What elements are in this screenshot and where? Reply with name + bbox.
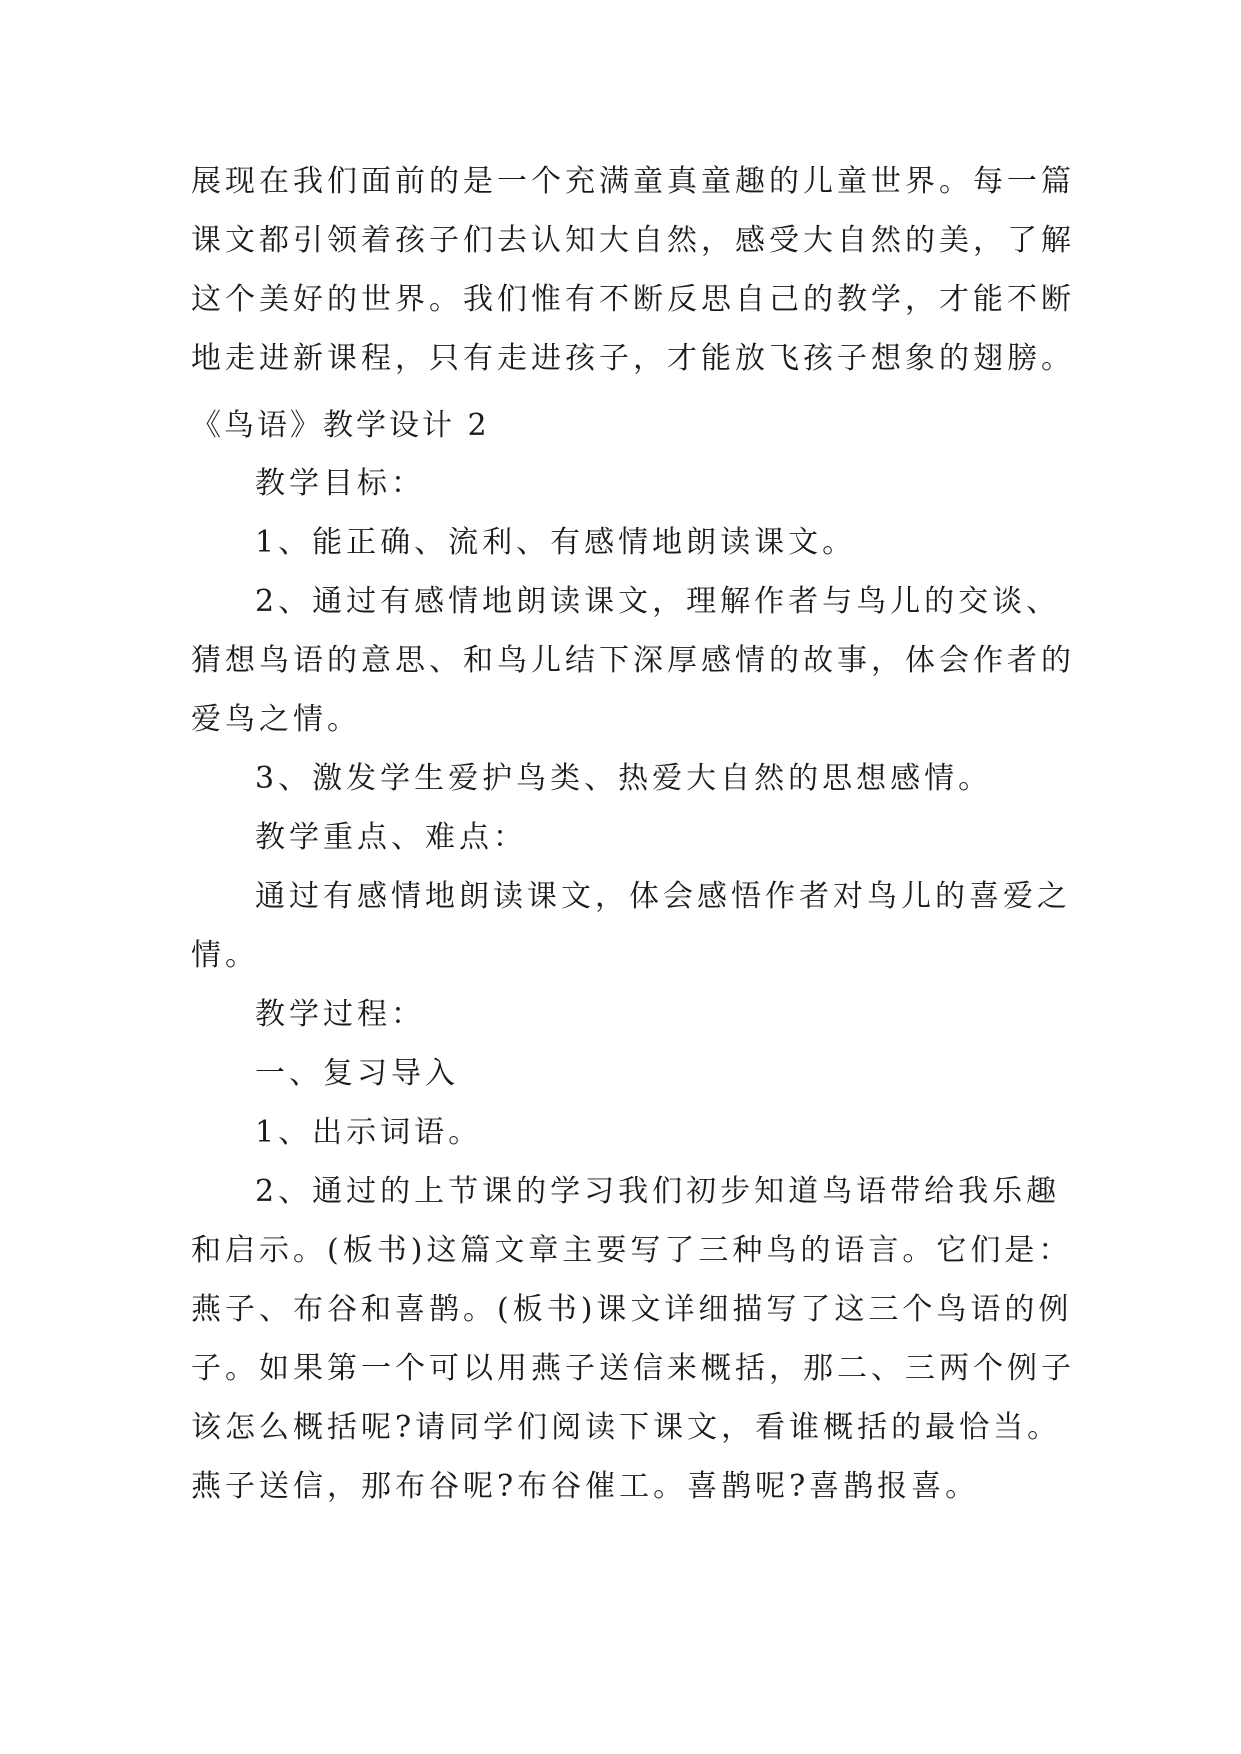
body-line: 子。如果第一个可以用燕子送信来概括，那二、三两个例子 bbox=[191, 1351, 1075, 1386]
doc-title-block bbox=[191, 396, 1071, 455]
body-line: 猜想鸟语的意思、和鸟儿结下深厚感情的故事，体会作者的 bbox=[191, 643, 1075, 678]
body-line: 通过有感情地朗读课文，体会感悟作者对鸟儿的喜爱之 bbox=[255, 879, 1071, 914]
body-line: 燕子送信，那布谷呢?布谷催工。喜鹊呢?喜鹊报喜。 bbox=[191, 1469, 980, 1504]
intro-line: 这个美好的世界。我们惟有不断反思自己的教学，才能不断 bbox=[191, 282, 1075, 317]
body-line: 情。 bbox=[191, 938, 259, 973]
intro-line: 地走进新课程，只有走进孩子，才能放飞孩子想象的翅膀。 bbox=[191, 341, 1075, 376]
body-line: 燕子、布谷和喜鹊。(板书)课文详细描写了这三个鸟语的例 bbox=[191, 1292, 1073, 1327]
body-line: 2、通过有感情地朗读课文，理解作者与鸟儿的交谈、 bbox=[255, 584, 1061, 619]
body-line: 1、能正确、流利、有感情地朗读课文。 bbox=[255, 525, 857, 560]
body-line: 该怎么概括呢?请同学们阅读下课文，看谁概括的最恰当。 bbox=[191, 1410, 1062, 1445]
body-line: 教学重点、难点： bbox=[255, 820, 527, 855]
doc-title: 《鸟语》教学设计 2 bbox=[191, 408, 490, 443]
body-line: 教学目标： bbox=[255, 466, 425, 501]
body-line: 一、复习导入 bbox=[255, 1056, 459, 1091]
intro-paragraph bbox=[191, 152, 1075, 388]
body-line: 教学过程： bbox=[255, 997, 425, 1032]
body-line: 和启示。(板书)这篇文章主要写了三种鸟的语言。它们是： bbox=[191, 1233, 1073, 1268]
body-line: 爱鸟之情。 bbox=[191, 702, 361, 737]
body-line: 1、出示词语。 bbox=[255, 1115, 483, 1150]
lesson-body bbox=[191, 454, 1075, 1516]
body-line: 3、激发学生爱护鸟类、热爱大自然的思想感情。 bbox=[255, 761, 993, 796]
intro-line: 课文都引领着孩子们去认知大自然，感受大自然的美，了解 bbox=[191, 223, 1075, 258]
body-line: 2、通过的上节课的学习我们初步知道鸟语带给我乐趣 bbox=[255, 1174, 1061, 1209]
intro-line: 展现在我们面前的是一个充满童真童趣的儿童世界。每一篇 bbox=[191, 164, 1075, 199]
